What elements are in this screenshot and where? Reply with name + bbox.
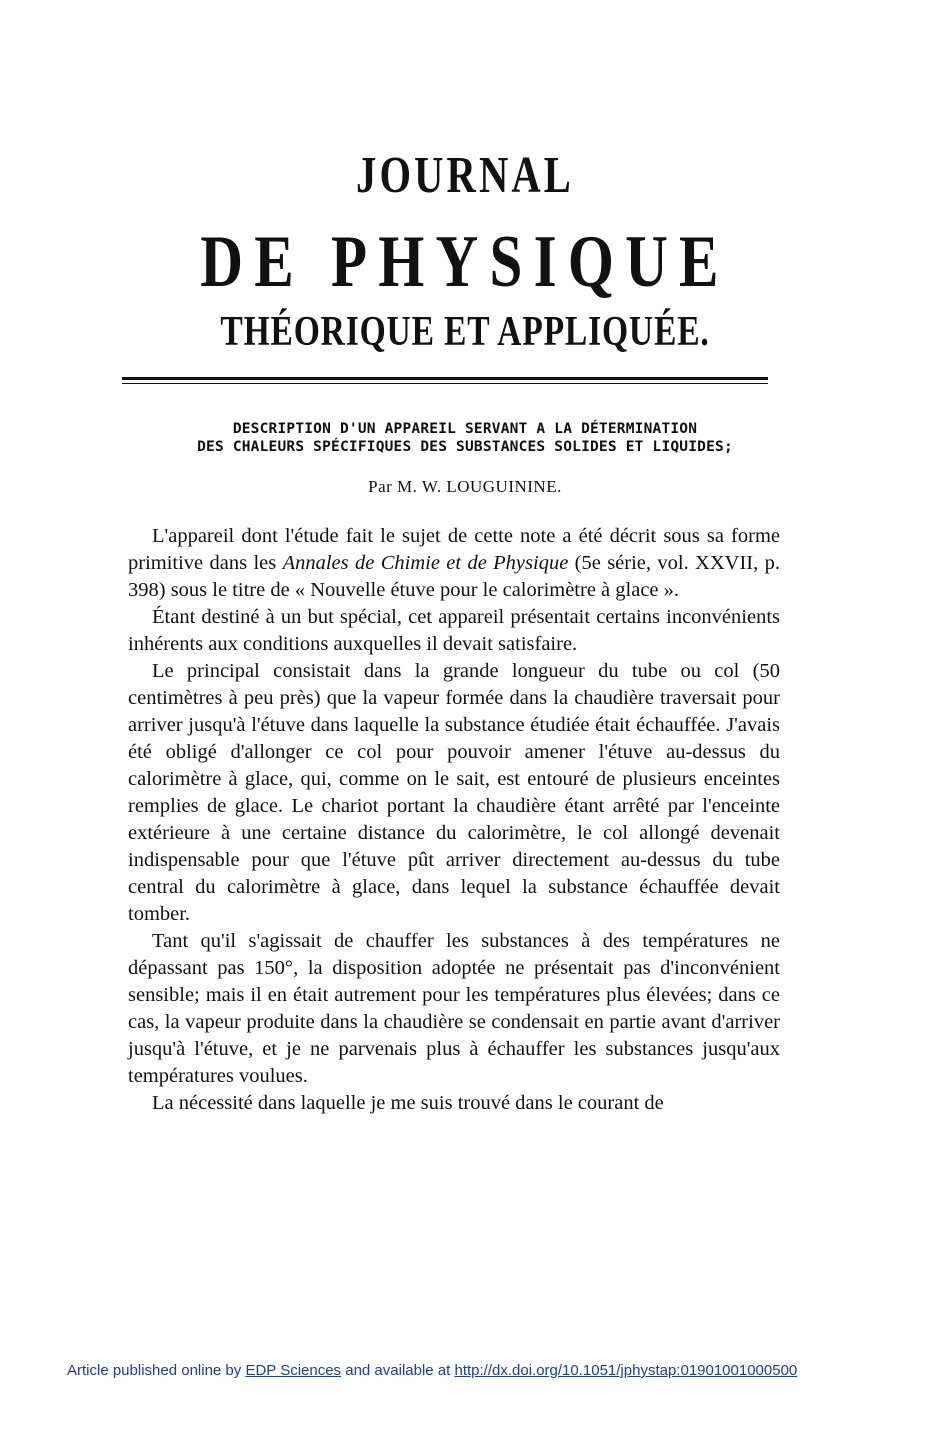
article-author: Par M. W. LOUGUININE. — [368, 477, 562, 496]
header-rule — [122, 377, 768, 380]
article-title-line-1: DESCRIPTION D'UN APPAREIL SERVANT A LA DÉTERMINATION — [232, 421, 698, 437]
footer-prefix: Article published online by — [67, 1362, 246, 1379]
edp-sciences-link[interactable]: EDP Sciences — [245, 1362, 342, 1379]
paragraph-2: Étant destiné à un but spécial, cet appareil présentait certains inconvénients inhérents aux conditions auxquelles il devait satisfaire. — [128, 606, 780, 655]
header-rule-thin — [122, 383, 768, 384]
publication-footer — [67, 1362, 797, 1379]
paragraph-4: Tant qu'il s'agissait de chauffer les substances à des températures ne dépassant pas 150°, la disposition adoptée ne présentait pas d'inconvénient sensible; mais il en était autrement pour les températures plus élevées; dans ce cas, la vapeur produite dans la chaudière se condensait en partie avant d'arriver jusqu'à l'étuve, et je ne parvenais plus à échauffer les substances jusqu'aux températures voulues. — [128, 930, 780, 1087]
paragraph-1 — [128, 523, 780, 604]
journal-citation: Annales de Chimie et de Physique — [282, 552, 569, 574]
paragraph-5: La nécessité dans laquelle je me suis trouvé dans le courant de — [152, 1092, 664, 1114]
masthead-theorique: THÉORIQUE ET APPLIQUÉE. — [220, 309, 710, 355]
article-title — [0, 420, 930, 456]
article-body — [128, 523, 780, 1117]
paragraph-3: Le principal consistait dans la grande longueur du tube ou col (50 centimètres à peu près) que la vapeur formée dans la chaudière traversait pour arriver jusqu'à l'étuve dans laquelle la substance étudiée était échauffée. J'avais été obligé d'allonger ce col pour pouvoir amener l'étuve au-dessus du calorimètre à glace, qui, comme on le sait, est entouré de plusieurs enceintes remplies de glace. Le chariot portant la chaudière étant arrêté par l'enceinte extérieure à une certaine distance du calorimètre, le col allongé devenait indispensable pour que l'étuve pût arriver directement au-dessus du tube central du calorimètre à glace, dans lequel la substance échauffée devait tomber. — [128, 660, 780, 925]
doi-link[interactable]: http://dx.doi.org/10.1051/jphystap:01901001000500 — [454, 1362, 798, 1379]
footer-middle: and available at — [341, 1362, 455, 1379]
paragraph-1-text-b: (5e série, vol. XXVII, p. 398) sous le titre de « Nouvelle étuve pour le calorimètre à glace ». — [128, 552, 780, 601]
masthead-de-physique: DE PHYSIQUE — [200, 221, 730, 303]
article-title-line-2: DES CHALEURS SPÉCIFIQUES DES SUBSTANCES SOLIDES ET LIQUIDES; — [197, 439, 733, 455]
paragraph-1-text-a: L'appareil dont l'étude fait le sujet de cette note a été décrit sous sa forme primitive dans les — [128, 525, 780, 574]
masthead-journal: JOURNAL — [356, 147, 574, 204]
